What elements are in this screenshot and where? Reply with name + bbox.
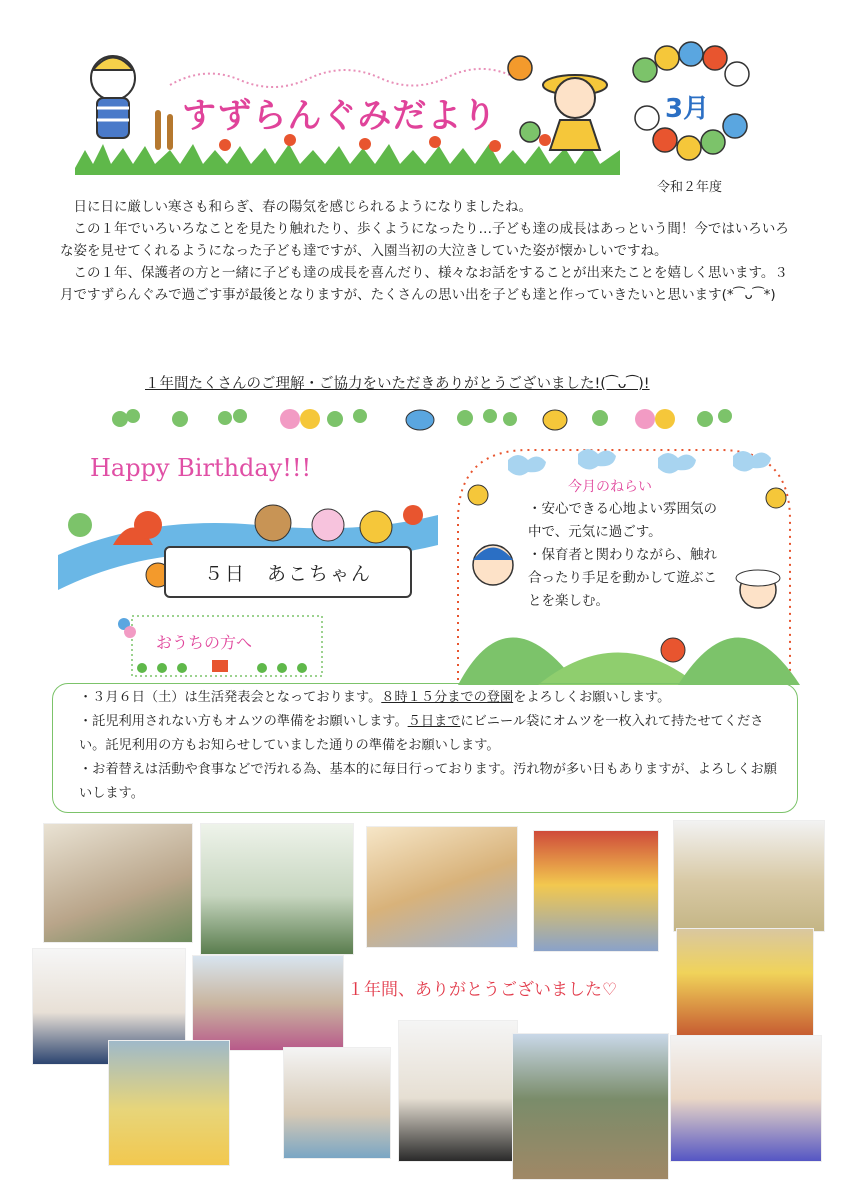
- aim-item: ・保育者と関わりながら、触れ合ったり手足を動かして遊ぶことを楽しむ。: [528, 547, 717, 609]
- photo: [512, 1033, 669, 1180]
- photo: [200, 823, 354, 955]
- closing-message: １年間、ありがとうございました♡: [347, 980, 618, 1000]
- intro-text: [60, 196, 790, 306]
- notice-list: [79, 686, 779, 806]
- photo: [366, 826, 518, 948]
- month-label: 3月: [665, 94, 710, 124]
- bug-divider: [105, 402, 745, 436]
- notice-text: ・託児利用されない方もオムツの準備をお願いします。: [79, 714, 408, 729]
- notice-box: [52, 683, 798, 813]
- notice-item: [79, 686, 779, 710]
- intro-paragraph: この１年でいろいろなことを見たり触れたり、歩くようになったり…子ども達の成長はあっという間！今ではいろいろな姿を見せてくれるようになった子ども達ですが、入園当初の大泣きしていた姿が懐かしいですね。: [60, 221, 789, 259]
- intro-paragraph: この１年、保護者の方と一緒に子ども達の成長を喜んだり、様々なお話をすることが出来たことを嬉しく思います。３月ですずらんぐみで過ごす事が最後となりますが、たくさんの思い出を子ども達と作っていきたいと思います(*⁀ᴗ⁀*): [60, 265, 788, 303]
- photo: [398, 1020, 518, 1162]
- intro-paragraph: 日に日に厳しい寒さも和らぎ、春の陽気を感じられるようになりましたね。: [73, 199, 532, 215]
- photo: [670, 1035, 822, 1162]
- aims-panel: [448, 440, 800, 685]
- notice-item: ・お着替えは活動や食事などで汚れる為、基本的に毎日行っております。汚れ物が多い日もありますが、よろしくお願いします。: [79, 762, 777, 801]
- photo: [533, 830, 659, 952]
- header-banner: [75, 40, 620, 175]
- notice-emphasis: ８時１５分までの登園: [381, 690, 514, 705]
- newsletter-title: すずらんぐみだより: [182, 96, 498, 136]
- notice-emphasis: ５日まで: [407, 714, 461, 729]
- photo: [673, 820, 825, 932]
- month-badge: [625, 40, 765, 165]
- sprout-bug-decoration: [105, 402, 745, 436]
- notice-text: ・３月６日（土）は生活発表会となっております。: [79, 690, 382, 705]
- aims-list: [528, 498, 728, 613]
- photo: [283, 1047, 391, 1159]
- birthday-name-box: [164, 546, 412, 598]
- notice-item: [79, 710, 779, 758]
- photo: [108, 1040, 230, 1166]
- era-year: 令和２年度: [657, 180, 723, 195]
- notice-text: をよろしくお願いします。: [513, 690, 671, 705]
- thanks-message: １年間たくさんのご理解・ご協力をいただきありがとうございました!(⁀ᴗ⁀)!: [145, 376, 650, 392]
- aims-title: 今月のねらい: [568, 479, 652, 495]
- birthday-title: Happy Birthday!!!: [90, 454, 312, 482]
- notice-text: にビニール袋にオムツを一枚入れて持たせてください。託児利用の方もお知らせしていました通りの準備をお願いします。: [79, 714, 764, 753]
- aim-item: ・安心できる心地よい雰囲気の中で、元気に過ごす。: [528, 501, 717, 540]
- house-label-frame: [112, 612, 327, 680]
- photo: [676, 928, 814, 1040]
- house-title: おうちの方へ: [156, 633, 253, 652]
- birthday-name: ５日 あこちゃん: [203, 562, 372, 585]
- photo: [192, 955, 344, 1051]
- photo: [43, 823, 193, 943]
